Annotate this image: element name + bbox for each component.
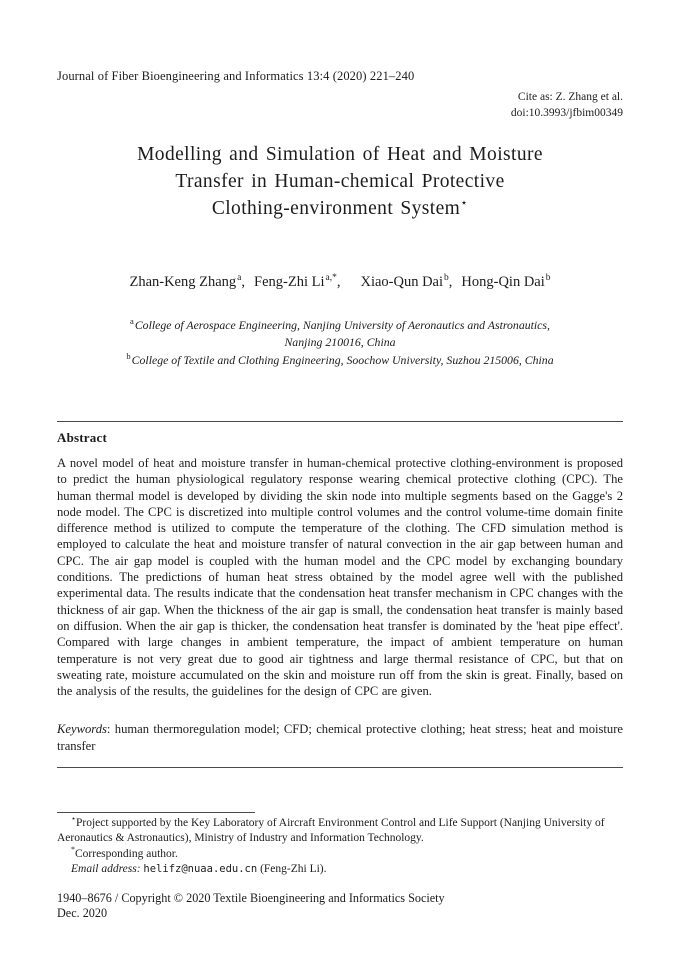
author-separator: , bbox=[241, 274, 246, 290]
affiliation-a bbox=[57, 317, 623, 351]
footnote-corresponding-author bbox=[57, 844, 623, 863]
keywords-label: Keywords bbox=[57, 722, 107, 737]
abstract-heading: Abstract bbox=[57, 430, 107, 445]
citation-block bbox=[57, 89, 623, 121]
page-footer bbox=[57, 891, 623, 922]
title-line-2: Transfer in Human-chemical Protective bbox=[175, 171, 505, 192]
author-name: Zhan-Keng Zhang bbox=[129, 274, 237, 290]
email-address: helifz@nuaa.edu.cn bbox=[143, 863, 258, 876]
author-affil-marker: b bbox=[545, 273, 551, 284]
affiliation-list bbox=[57, 317, 623, 369]
author-hong-qin-dai bbox=[461, 274, 550, 290]
abstract-bottom-rule bbox=[57, 767, 623, 768]
footnote-corresponding-text: Corresponding author. bbox=[75, 847, 178, 860]
author-affil-marker: a bbox=[237, 273, 242, 284]
author-separator: , bbox=[448, 274, 453, 290]
footnote-star-marker: ⋆ bbox=[71, 813, 77, 823]
author-zhan-keng-zhang bbox=[129, 274, 254, 290]
author-affil-marker: a,* bbox=[325, 273, 337, 284]
footnote-rule bbox=[57, 812, 255, 813]
author-name: Xiao-Qun Dai bbox=[360, 274, 444, 290]
cite-as-line: Cite as: Z. Zhang et al. bbox=[517, 91, 623, 103]
author-xiao-qun-dai bbox=[360, 274, 461, 290]
author-list bbox=[57, 272, 623, 292]
author-name: Hong-Qin Dai bbox=[461, 274, 545, 290]
footnote-block bbox=[57, 813, 623, 878]
footnote-asterisk-marker: * bbox=[71, 844, 75, 854]
doi-line: doi:10.3993/jfbim00349 bbox=[510, 107, 623, 119]
footnote-project-text: Project supported by the Key Laboratory of Aircraft Environment Control and Life Support (Nanjing University of Aeronautics & Astronautics), Ministry of Industry and Information Technology. bbox=[57, 816, 605, 845]
affiliation-text: College of Aerospace Engineering, Nanjing University of Aeronautics and Astronautics, bbox=[134, 318, 550, 332]
abstract-top-rule bbox=[57, 421, 623, 422]
keywords-text: : human thermoregulation model; CFD; chemical protective clothing; heat stress; heat and moisture transfer bbox=[57, 722, 623, 753]
affiliation-marker: a bbox=[130, 316, 134, 327]
issue-date: Dec. 2020 bbox=[57, 906, 108, 921]
affiliation-text: College of Textile and Clothing Engineering, Soochow University, Suzhou 215006, China bbox=[131, 353, 554, 367]
affiliation-marker: b bbox=[126, 351, 131, 362]
issn-copyright-line: 1940–8676 / Copyright © 2020 Textile Bioengineering and Informatics Society bbox=[57, 890, 445, 905]
footnote-project bbox=[57, 813, 623, 847]
email-label: Email address: bbox=[71, 863, 141, 876]
journal-header-line: Journal of Fiber Bioengineering and Informatics 13:4 (2020) 221–240 bbox=[57, 69, 415, 83]
title-line-1: Modelling and Simulation of Heat and Moisture bbox=[137, 144, 543, 165]
keywords-line bbox=[57, 721, 623, 754]
author-name: Feng-Zhi Li bbox=[254, 274, 325, 290]
author-separator: , bbox=[336, 274, 341, 290]
author-affil-marker: b bbox=[444, 273, 449, 284]
title-line-3 bbox=[57, 195, 623, 222]
email-suffix: (Feng-Zhi Li). bbox=[257, 863, 327, 876]
author-feng-zhi-li bbox=[254, 274, 360, 290]
abstract-text: A novel model of heat and moisture transfer in human-chemical protective clothing-environment is proposed to predict the human physiological regulatory response wearing chemical protective clothing (CPC). The human thermal model is developed by dividing the skin node into multiple segments based on the Gagge's 2 node model. The CPC is discretized into multiple control volumes and the control volume-time domain finite difference method is utilized to compute the temperature of the clothing. The CFD simulation method is employed to calculate the heat and moisture transfer of natural convection in the air gap between human and CPC. The air gap model is coupled with the human model and the CPC model by exchanging boundary conditions. The predictions of human heat stress obtained by the model agree well with the published experimental data. The results indicate that the condensation heat transfer mechanism in CPC changes with the thickness of air gap. When the thickness of the air gap is small, the condensation heat transfer is mainly based on diffusion. When the air gap is thicker, the condensation heat transfer is dominated by the 'heat pipe effect'. Compared with large changes in ambient temperature, the impact of ambient temperature on human temperature is not very great due to good air tightness and large thermal resistance of CPC, but that on sweating rate, moisture accumulated on the skin and moisture run off from the skin is great. Finally, based on the analysis of the results, the guidelines for the design of CPC are given. bbox=[57, 456, 623, 699]
paper-title bbox=[57, 141, 623, 222]
affiliation-text: Nanjing 210016, China bbox=[284, 335, 396, 349]
title-line-3-text: Clothing-environment System bbox=[211, 198, 461, 219]
affiliation-b bbox=[57, 352, 623, 369]
title-footnote-star: ⋆ bbox=[460, 195, 469, 210]
footnote-email bbox=[57, 862, 623, 878]
